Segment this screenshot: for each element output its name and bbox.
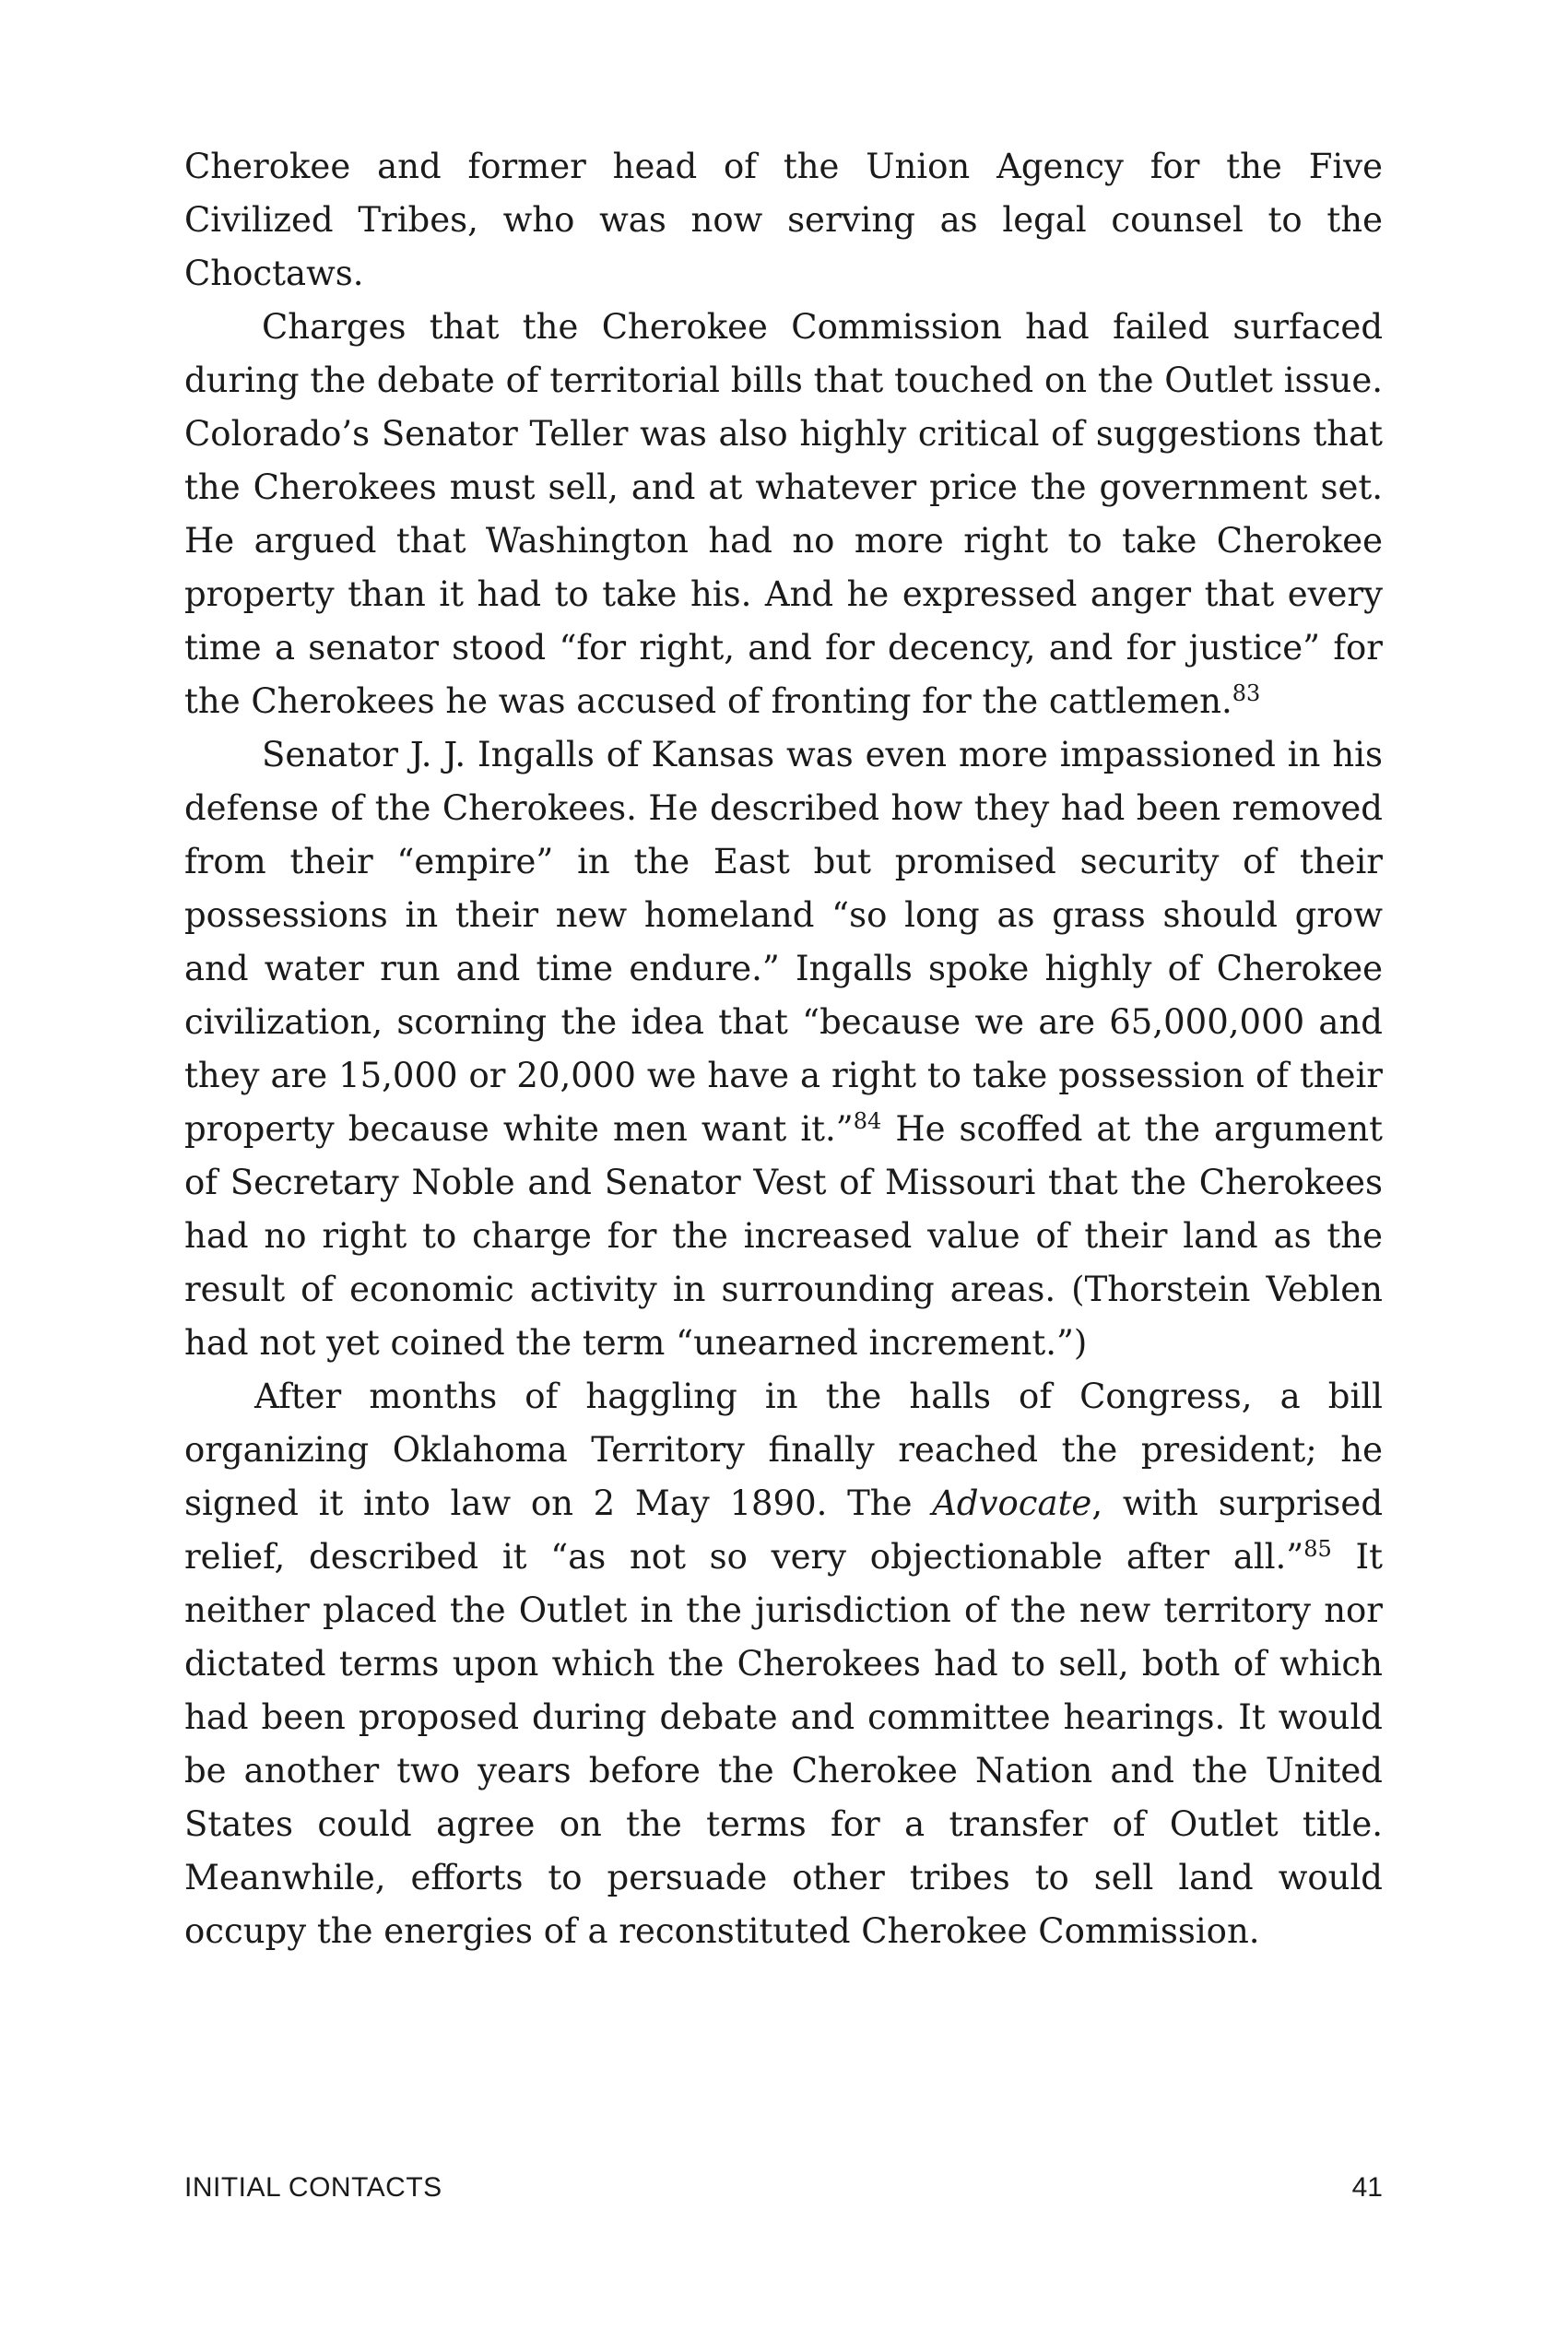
paragraph-3-text-a: Senator J. J. Ingalls of Kansas was even more impassioned in his defense of the Cherokees. He described how they had been removed from their “empire” in the East but promised security of their possessions in their new homeland “so long as grass should grow and water run and time endure.” Ingalls spoke highly of Cherokee civilization, scorning the idea that “because we are 65,000,000 and they are 15,000 or 20,000 we have a right to take possession of their property because white men want it.” (184, 735, 1383, 1149)
paragraph-3 (184, 728, 1383, 1370)
paragraph-4 (184, 1370, 1383, 1958)
footnote-ref-84: 84 (853, 1108, 882, 1134)
body-text (184, 140, 1383, 1958)
running-head: INITIAL CONTACTS (184, 2172, 442, 2203)
paragraph-4-text-a: After months of haggling in the halls of Congress, a bill organizing Oklahoma Territory finally reached the president; he signed it into law on 2 May 1890. The (184, 1377, 1383, 1523)
paragraph-4-text-c: It neither placed the Outlet in the jurisdiction of the new territory nor dictated terms upon which the Cherokees had to sell, both of which had been proposed during debate and committee hearings. It would be another two years before the Cherokee Nation and the United States could agree on the terms for a transfer of Outlet title. Meanwhile, efforts to persuade other tribes to sell land would occupy the energies of a reconstituted Cherokee Commission. (184, 1537, 1384, 1951)
paragraph-4-text-b: , with surprised relief, described it “as not so very objectionable after all.” (184, 1483, 1384, 1577)
paragraph-2 (184, 301, 1383, 728)
paragraph-3-text-b: He scoffed at the argument of Secretary Noble and Senator Vest of Missouri that the Cherokees had no right to charge for the increased value of their land as the result of economic activity in surrounding areas. (Thorstein Veblen had not yet coined the term “unearned increment.”) (184, 1109, 1383, 1363)
footnote-ref-83: 83 (1232, 680, 1261, 706)
page-footer (184, 2172, 1383, 2209)
paragraph-1-text: Cherokee and former head of the Union Agency for the Five Civilized Tribes, who was now serving as legal counsel to the Choctaws. (184, 147, 1383, 293)
advocate-title: Advocate (932, 1483, 1092, 1523)
page-number: 41 (1351, 2172, 1383, 2203)
paragraph-2-text: Charges that the Cherokee Commission had failed surfaced during the debate of territorial bills that touched on the Outlet issue. Colorado’s Senator Teller was also highly critical of suggestions that the Cherokees must sell, and at whatever price the government set. He argued that Washington had no more right to take Cherokee property than it had to take his. And he expressed anger that every time a senator stood “for right, and for decency, and for justice” for the Cherokees he was accused of fronting for the cattlemen. (184, 307, 1383, 721)
paragraph-1 (184, 140, 1383, 301)
footnote-ref-85: 85 (1303, 1536, 1332, 1562)
